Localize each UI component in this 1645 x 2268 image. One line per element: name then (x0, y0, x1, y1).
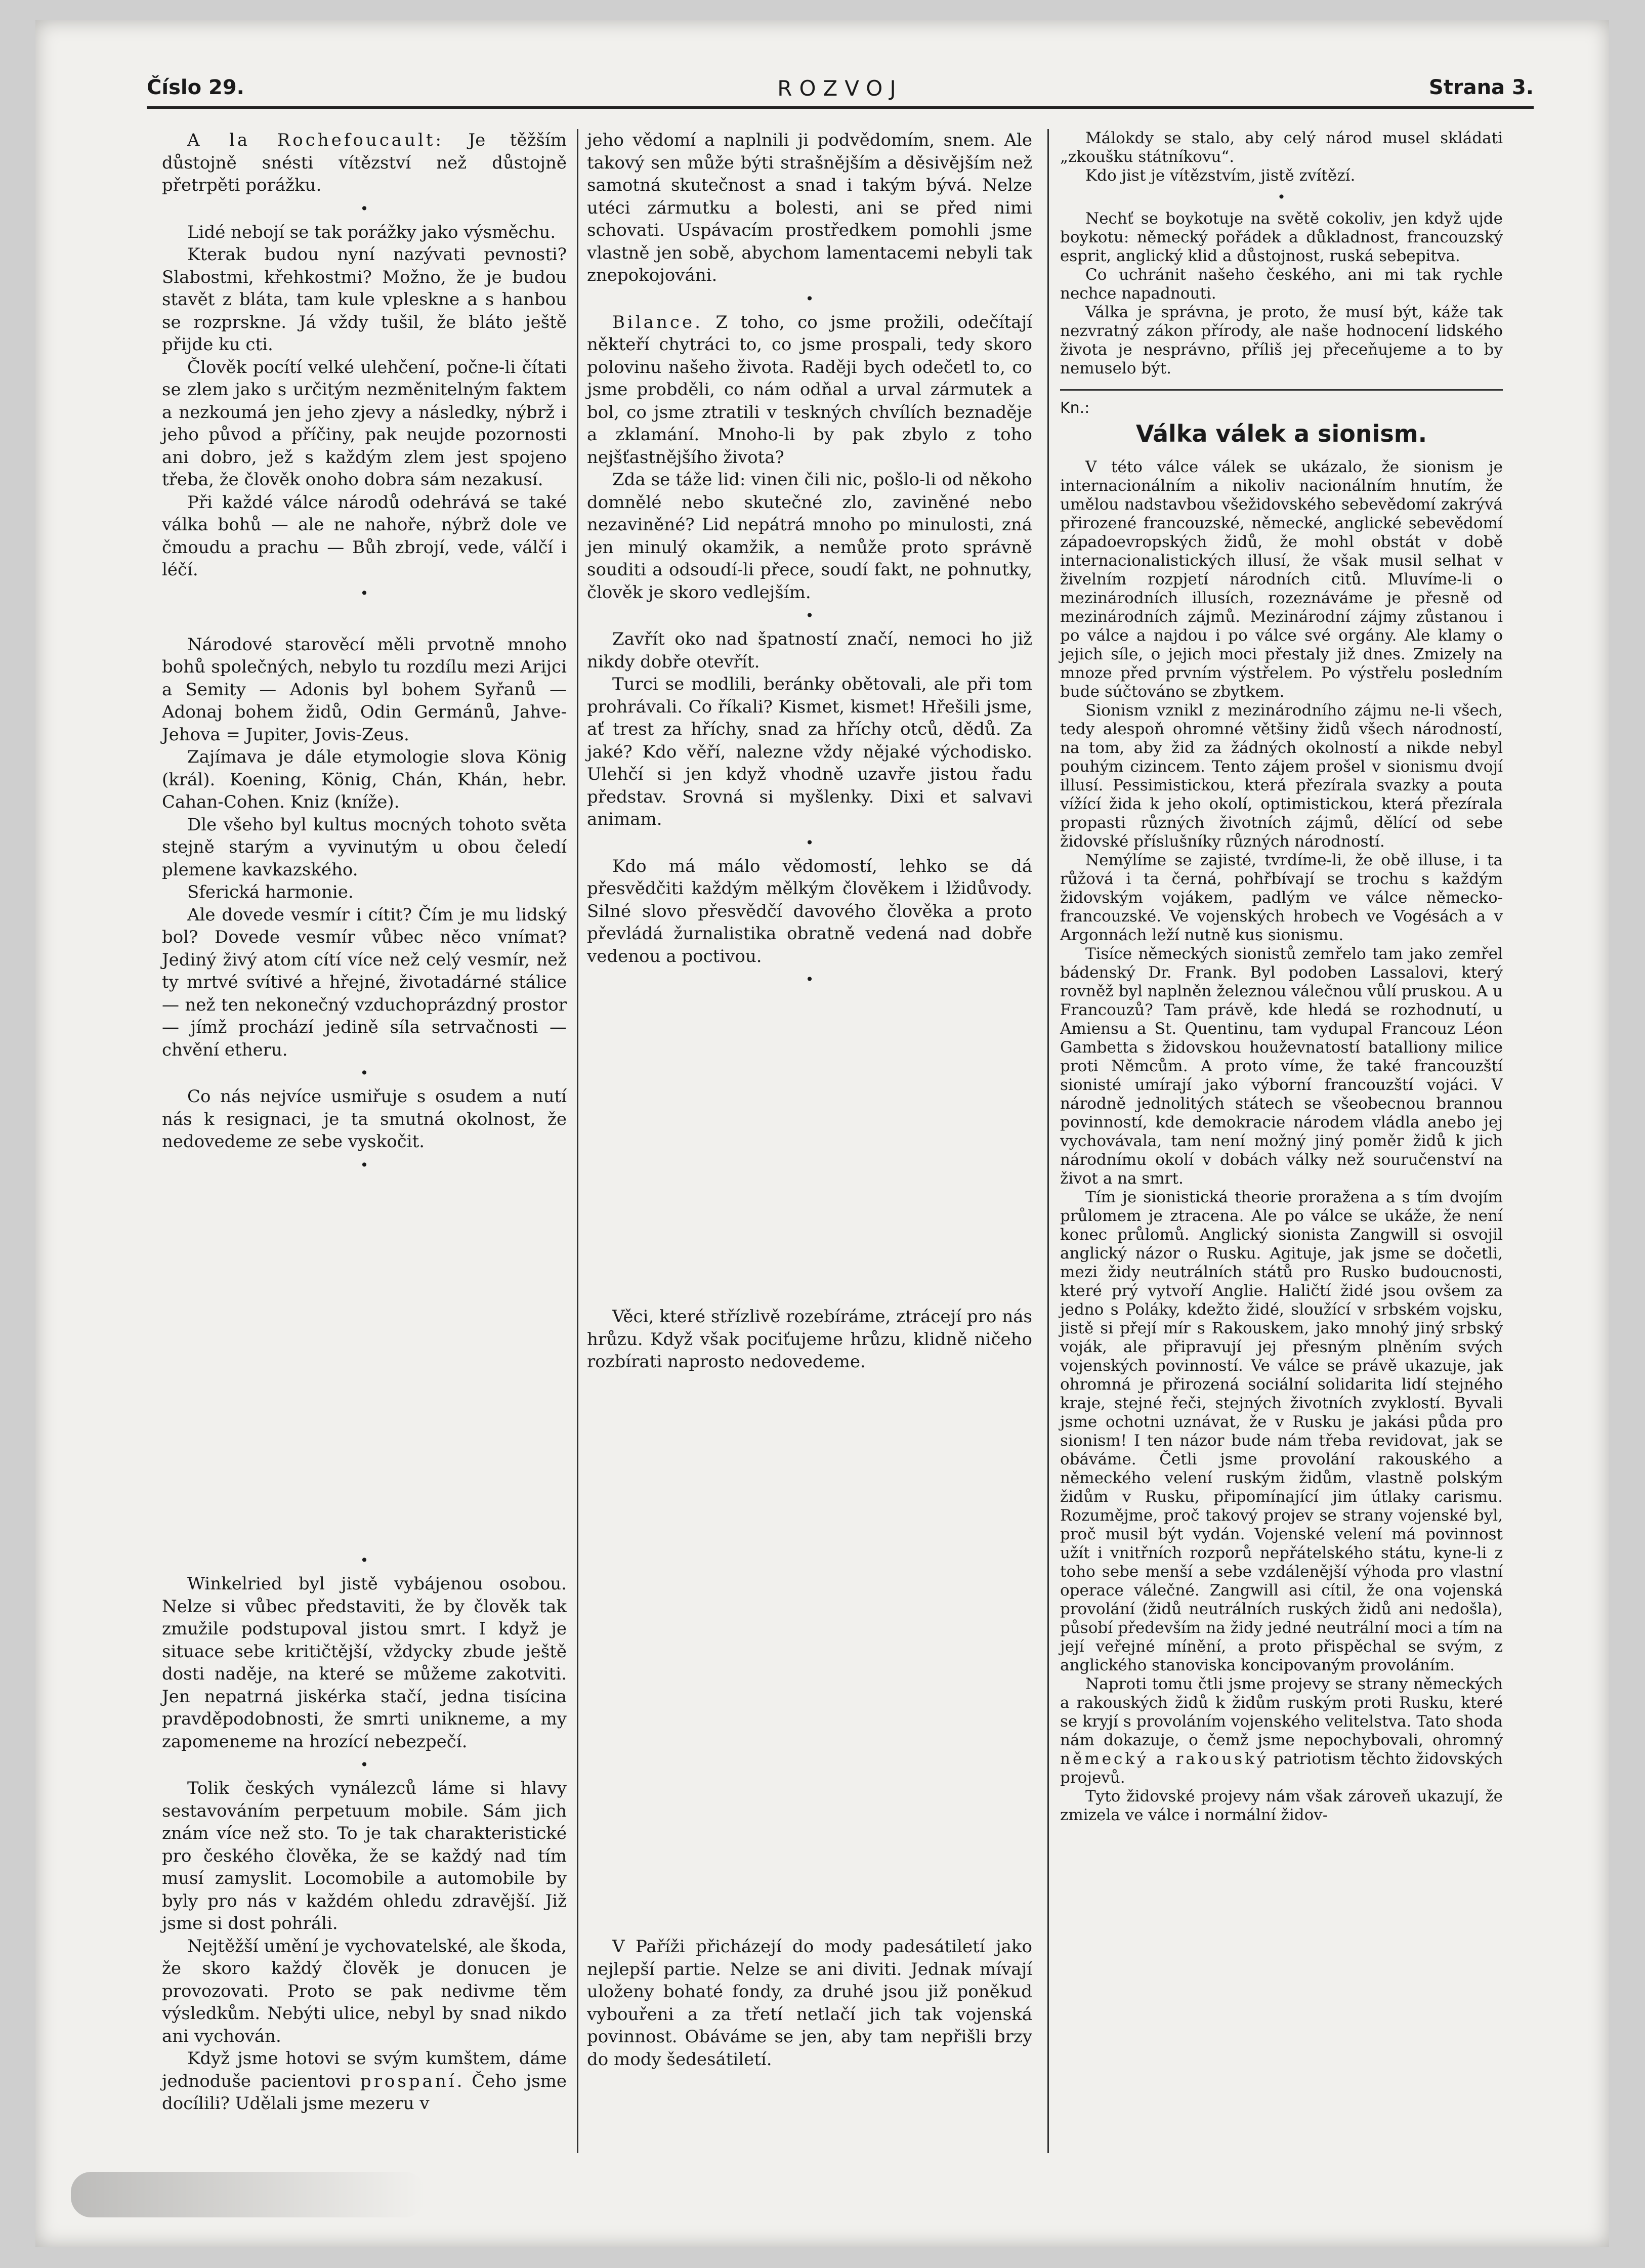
separator-dot: • (360, 584, 369, 602)
aphorism: Nechť se boykotuje na světě cokoliv, jen když ujde boykotu: německý pořádek a důkladnost, francouzský esprit, anglický klid a důstojnost, ruská sebepitva. (1060, 209, 1503, 265)
aphorism: Zajímava je dále etymologie slova König (král). Koening, König, Chán, Khán, hebr. Cahan-Cohen. Kniz (kníže). (162, 747, 567, 812)
aphorism: Ale dovede vesmír i cítit? Čím je mu lidský bol? Dovede vesmír vůbec něco vnímat? Jediný živý atom cítí více než celý vesmír, než ty mrtvé svítivé a hřejné, životadárné stálice — než ten nekonečný vzduchoprázdný prostor — jímž prochází jedině síla setrvačnosti — chvění etheru. (162, 904, 567, 1060)
article-paragraph: V této válce válek se ukázalo, že sionism je internacionálním a nikoliv nacionálním hnutím, že umělou nadstavbou všežidovského sebevědomí zakrývá přirozené francouzské, německé, anglické sebevědomí západoevropských židů, že mohl obstát v době internacionalistických illusí, že však musil selhat v živelním rozpjetí národních citů. Mluvíme-li o mezinárodních illusích, rozeznáváme je přesně od mezinárodních zájmů. Mezinárodní zájmy zůstanou i po válce a najdou i po válce své orgány. Ale klamy o jejich síle, o jejich moci přestaly již dnes. Zmizely na mnoze před prvním výstřelem. Po výstřelu posledním bude súčtováno se zbytkem. (1060, 458, 1503, 701)
column-1-lower (162, 1548, 567, 2115)
separator-dot: • (360, 1756, 369, 1773)
aphorism-heading: Bilance. (612, 312, 703, 332)
aphorism: Lidé nebojí se tak porážky jako výsměchu. (187, 222, 556, 242)
separator-dot: • (805, 290, 814, 307)
aphorism: Sferická harmonie. (187, 882, 354, 902)
aphorism: Když jsme hotovi se svým kumštem, dáme jednoduše pacientovi prospaní. Čeho jsme docílili? Udělali jsme mezeru v (162, 2048, 567, 2114)
aphorism: Kdo má málo vědomostí, lehko se dá přesvědčiti každým mělkým člověkem i lžidůvody. Silné slovo přesvědčí davového člověka a proto převládá žurnalistika obratně vedená nad dobře vedenou a poctivou. (587, 856, 1032, 967)
aphorism: Při každé válce národů odehrává se také válka bohů — ale ne nahoře, nýbrž dole ve čmoudu a prachu — Bůh zbrojí, vede, válčí i léčí. (162, 492, 567, 580)
aphorism: Dle všeho byl kultus mocných tohoto světa stejně starým a vyvinutým u obou čeledí plemene kavkazského. (162, 814, 567, 880)
aphorism: Věci, které střízlivě rozebíráme, ztrácejí pro nás hrůzu. Když však pociťujeme hrůzu, klidně ničeho rozbírati naprosto nedovedeme. (587, 1307, 1032, 1372)
page-number: Strana 3. (1428, 76, 1534, 99)
aphorism: Člověk pocítí velké ulehčení, počne-li čítati se zlem jako s určitým nezměnitelným faktem a nezkoumá jen jeho zjevy a následky, nýbrž i jeho původ a příčiny, pak neujde pozornosti ani dobro, jež s každým zlem jest spojeno třeba, že člověk onoho dobra sám nezakusí. (162, 357, 567, 490)
aphorism: Zavřít oko nad špatností značí, nemoci ho již nikdy dobře otevřít. (587, 629, 1032, 672)
aphorism: Tolik českých vynálezců láme si hlavy sestavováním perpetuum mobile. Sám jich znám více než sto. To je tak charakteristické pro českého člověka, že se každý nad tím musí zamyslit. Locomobile a automobile by byly pro nás v každém ohledu zdravější. Již jsme si dost pohráli. (162, 1778, 567, 1934)
separator-dot: • (805, 607, 814, 624)
aphorism: Válka je správna, je proto, že musí být, káže tak nezvratný zákon přírody, ale naše hodnocení lidského života je nesprávno, příliš jej přeceňujeme a to by nemuselo být. (1060, 303, 1503, 377)
article-paragraph: Tyto židovské projevy nám však zároveň ukazují, že zmizela ve válce i normální židov- (1060, 1787, 1503, 1824)
column-2-middle (587, 1306, 1032, 1373)
aphorism: Kterak budou nyní nazývati pevnosti? Slabostmi, křehkostmi? Možno, že je budou stavět z bláta, tam kule vpleskne a s hanbou se rozprskne. Já vždy tušil, že bláto ještě přijde ku cti. (162, 244, 567, 355)
article-paragraph: Nemýlíme se zajisté, tvrdíme-li, že obě illuse, i ta růžová i ta černá, pohřbívají se trochu s každým židovským vojákem, padlým ve válce německo-francouzské. Ve vojenských hrobech ve Vogésách a v Argonnách leží nutně kus sionismu. (1060, 851, 1503, 944)
header-rule (147, 106, 1534, 109)
article-paragraph: Tisíce německých sionistů zemřelo tam jako zemřel bádenský Dr. Frank. Byl podoben Lassalovi, který rovněž byl naplněn železnou válečnou vůlí pruskou. A u Francouzů? Tam právě, kde hledá se rozhodnutí, u Amiensu a St. Quentinu, tam vydupal Francouz Léon Gambetta s židovskou houževnatostí batalliony milice proti Němcům. A proto víme, že také francouzští sionisté umírají jako výborní francouzští vojáci. V národně jednolitých státech se všeobecnou brannou povinností, kde demokracie národem vládla anebo jej vychovávala, tam není možný jiný poměr židů k jich národnímu okolí v dobách války než souručenství na život a na smrt. (1060, 945, 1503, 1188)
aphorism: Málokdy se stalo, aby celý národ musel skládati „zkoušku státníkovu“. (1060, 129, 1503, 166)
column-divider (1047, 129, 1049, 2153)
aphorism: Co nás nejvíce usmiřuje s osudem a nutí nás k resignaci, je ta smutná okolnost, že nedovedeme ze sebe vyskočit. (162, 1086, 567, 1152)
separator-dot: • (1277, 189, 1286, 205)
article-paragraph: Sionism vznikl z mezinárodního zájmu ne-li všech, tedy alespoň ohromné většiny židů všech národností, na tom, aby žid za žádných okolností a nikde nebyl pouhým cizincem. Tento zájem prošel v sionismu dvojí illusí. Pessimistickou, která přezírala svazky a pouta vížící žida k jeho okolí, optimistickou, která přezírala propasti různých životních zájmů, dělící od sebe židovské příslušníky různých národností. (1060, 701, 1503, 851)
aphorism: Nejtěžší umění je vychovatelské, ale škoda, že skoro každý člověk je donucen je provozovati. Proto se pak nedivme těm výsledkům. Nebýti ulice, nebyl by snad nikdo ani vychován. (162, 1936, 567, 2046)
column-1 (162, 129, 567, 1178)
separator-dot: • (360, 1156, 369, 1173)
aphorism: Národové starověcí měli prvotně mnoho bohů společných, nebylo tu rozdílu mezi Arijci a Semity — Adonis byl bohem Syřanů — Adonaj bohem židů, Odin Germánů, Jahve-Jehova = Jupiter, Jovis-Zeus. (162, 634, 567, 745)
aphorism: jeho vědomí a naplnili ji podvědomím, snem. Ale takový sen může býti strašnějším a děsivějším než samotná skutečnost a snad i takým bývá. Nelze utéci zármutku a bolesti, ani se před nimi schovati. Uspávacím prostředkem pomohli jsme vlastně jen sobě, abychom lamentacemi nebyli tak znepokojováni. (587, 130, 1032, 285)
column-divider (577, 129, 578, 2153)
aphorism: Kdo jist je vítězstvím, jistě zvítězí. (1085, 166, 1356, 185)
article-paragraph: Naproti tomu čtli jsme projevy se strany německých a rakouských židů k židům ruským proti Rusku, které se kryjí s provoláním vojenského velitelstva. Tato shoda nám dokazuje, o čemž jsme nepochybovali, ohromný německý a rakouský patriotism těchto židovských projevů. (1060, 1675, 1503, 1787)
aphorism: Turci se modlili, beránky obětovali, ale při tom prohrávali. Co říkali? Kismet, kismet! Hřešili jsme, ať trest za hříchy, snad za hříchy otců, dědů. Za jaké? Kdo věří, nalezne vždy nějaké východisko. Ulehčí si jen když vhodně uzavře jistou řadu představ. Srovná si myšlenky. Dixi et salvavi animam. (587, 674, 1032, 829)
author-tag: Kn.: (1060, 399, 1090, 417)
aphorism: V Paříži přicházejí do mody padesátiletí jako nejlepší partie. Nelze se ani diviti. Jednak mívají uloženy bohaté fondy, za druhé jsou již poněkud vybouřeni a za třetí netlačí jich tak vojenská povinnost. Obáváme se jen, aby tam nepřišli brzy do mody šedesátiletí. (587, 1937, 1032, 2070)
column-2-lower (587, 1936, 1032, 2071)
column-2 (587, 129, 1032, 992)
column-3 (1060, 129, 1503, 1825)
separator-dot: • (805, 834, 814, 851)
separator-dot: • (360, 1065, 369, 1081)
issue-number: Číslo 29. (147, 76, 244, 99)
aphorism: Zda se táže lid: vinen čili nic, pošlo-li od někoho domnělé nebo skutečné zlo, zaviněné nebo nezaviněné? Lid nepátrá mnoho po minulosti, zná jen minulý okamžik, a nemůže proto správně souditi a odsoudí-li přece, soudí fakt, ne pohnutky, člověk je skoro vedlejším. (587, 470, 1032, 603)
separator-dot: • (360, 1552, 369, 1569)
aphorism: A la Rochefoucault: Je těžším důstojně snésti vítězství než důstojně přetrpěti porážku. (162, 130, 567, 195)
aphorism: Co uchránit našeho českého, ani mi tak rychle nechce napadnouti. (1060, 266, 1503, 303)
separator-dot: • (805, 971, 814, 988)
aphorism-author: A la Rochefoucault: (187, 130, 444, 150)
article-headline: Válka válek a sionism. (1135, 420, 1427, 447)
article-rule (1060, 389, 1503, 391)
article-paragraph: Tím je sionistická theorie proražena a s tím dvojím průlomem je ztracena. Ale po válce se ukáže, že není konec průlomů. Anglický sionista Zangwill si osvojil anglický názor o Rusku. Agituje, jak jsme se dočetli, mezi židy neutrálních států pro Rusko budoucnosti, které prý vytvoří Anglie. Haličtí židé jsou ovšem za jedno s Poláky, kdežto židé, sloužící v srbském vojsku, jistě si přejí mír s Rakouskem, jako mnohý jiný srbský voják, ale připravují jej přesným plněním svých vojenských povinností. Ve válce se právě ukazuje, jak ohromná je přirozená sociální solidarita lidí stejného kraje, stejné řeči, stejných životních zvyklostí. Byvali jsme ochotni uznávat, že v Rusku je jakási půda pro sionism! I ten názor bude nám třeba revidovat, jak se obáváme. Četli jsme provolání rakouského a německého velení ruským židům, vlastně polským židům v Rusku, připomínající jim útlaky carismu. Rozumějme, proč takový projev se strany vojenské byl, proč musil být vydán. Vojenské velení má povinnost užít i vnitřních rozporů nepřátelského státu, kyne-li z toho sebe menší a sebe vzdálenější výhoda pro vlastní operace válečné. Zangwill asi cítil, že ona vojenská provolání (židů neutrálních ruských židů ani nedošla), působí především na židy jedné neutrální moci a tím na její veřejné mínění, a proto přispěchal se svým, z anglického stanoviska koncipovaným provoláním. (1060, 1188, 1503, 1674)
aphorism: Bilance. Z toho, co jsme prožili, odečítají někteří chytráci to, co jsme prospali, tedy skoro polovinu našeho života. Raději bych odečetl to, co jsme probděli, co nám odňal a urval zármutek a bol, co jsme ztratili v teskných chvílích beznaděje a zklamání. Mnoho-li by pak zbylo z toho nejšťastnějšího života? (587, 312, 1032, 468)
scan-shadow (71, 2172, 425, 2217)
separator-dot: • (360, 200, 369, 217)
newspaper-title: ROZVOJ (777, 76, 903, 101)
aphorism: Winkelried byl jistě vybájenou osobou. Nelze si vůbec představiti, že by člověk tak zmužile podstupoval jistou smrt. I když je situace sebe kritičtější, vždycky zbude ještě dosti naděje, na které se můžeme zakotviti. Jen nepatrná jiskérka stačí, jedna tisícina pravděpodobnosti, že smrti unikneme, a my zapomeneme na hrozící nebezpečí. (162, 1574, 567, 1752)
